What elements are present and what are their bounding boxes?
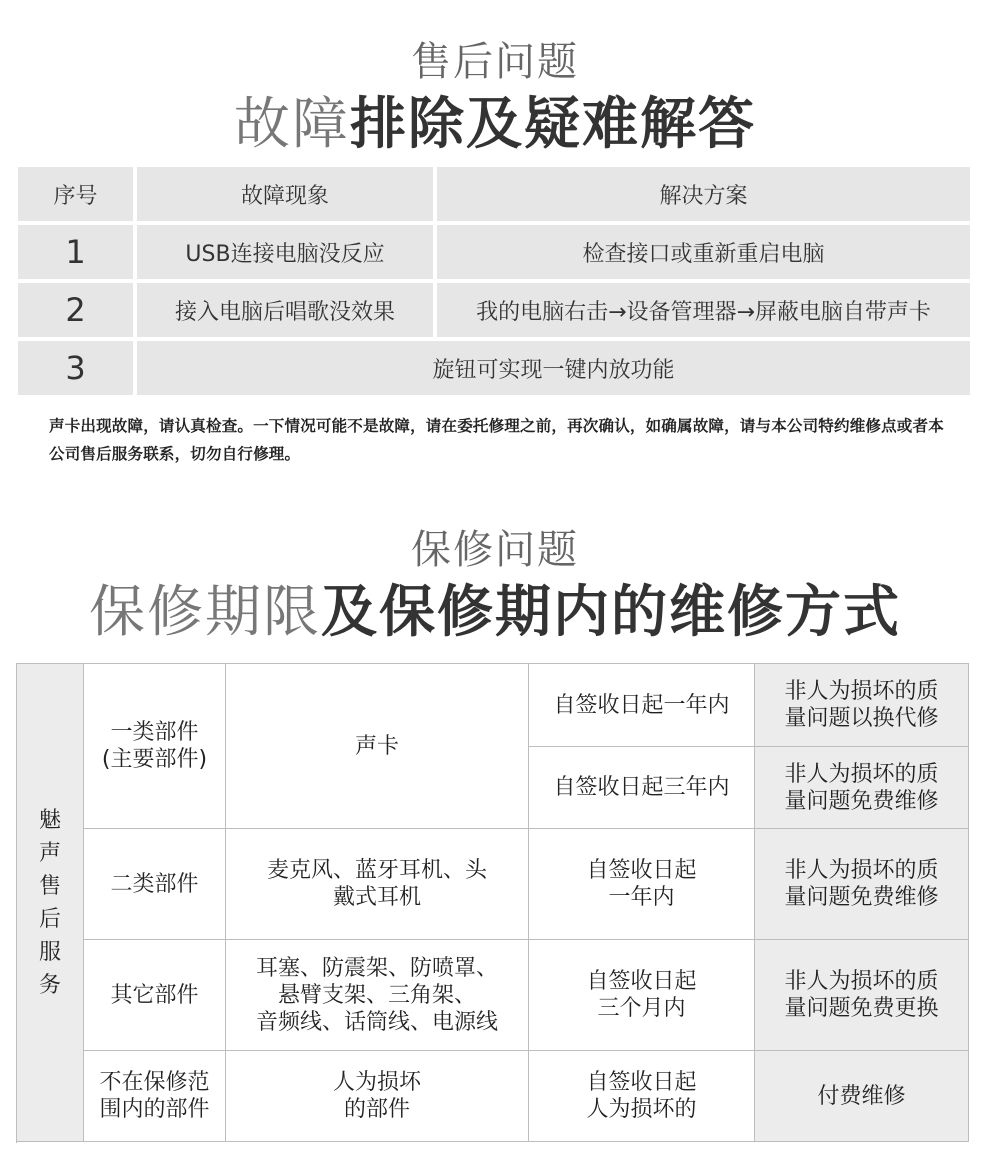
class1-method-a: 非人为损坏的质 量问题以换代修 [755, 664, 969, 747]
warranty-side-label: 魅 声 售 后 服 务 [17, 664, 84, 1142]
other-category: 其它部件 [84, 940, 226, 1051]
not-covered-method: 付费维修 [755, 1051, 969, 1142]
class2-category: 二类部件 [84, 829, 226, 940]
class2-method: 非人为损坏的质 量问题免费维修 [755, 829, 969, 940]
table-row [17, 829, 969, 940]
other-period: 自签收日起 三个月内 [529, 940, 755, 1051]
table-row [18, 225, 970, 279]
table-row [18, 341, 970, 395]
class1-method-b: 非人为损坏的质 量问题免费维修 [755, 747, 969, 829]
class1-period-a: 自签收日起一年内 [529, 664, 755, 747]
row-number: 2 [18, 283, 133, 337]
warranty-table [16, 663, 969, 1142]
fault-note: 声卡出现故障，请认真检查。一下情况可能不是故障，请在委托修理之前，再次确认，如确属故障，请与本公司特约维修点或者本公司售后服务联系，切勿自行修理。 [49, 417, 944, 463]
section1-subtitle: 售后问题 [411, 39, 579, 85]
row-symptom: USB连接电脑没反应 [137, 225, 433, 279]
row-symptom: 接入电脑后唱歌没效果 [137, 283, 433, 337]
section2-title-light: 保修期限 [89, 580, 321, 645]
section1-title [0, 80, 990, 160]
row-solution: 检查接口或重新重启电脑 [437, 225, 970, 279]
not-covered-part: 人为损坏 的部件 [226, 1051, 529, 1142]
class2-part: 麦克风、蓝牙耳机、头 戴式耳机 [226, 829, 529, 940]
section2-subtitle: 保修问题 [411, 527, 579, 573]
section1-title-light: 故障 [234, 92, 350, 157]
row-solution: 旋钮可实现一键内放功能 [137, 341, 970, 395]
class1-period-b: 自签收日起三年内 [529, 747, 755, 829]
section2-title-bold: 及保修期内的维修方式 [321, 580, 901, 645]
other-part: 耳塞、防震架、防喷罩、 悬臂支架、三角架、 音频线、话筒线、电源线 [226, 940, 529, 1051]
row-number: 1 [18, 225, 133, 279]
header-solution: 解决方案 [437, 167, 970, 221]
section1-title-bold: 排除及疑难解答 [350, 92, 756, 157]
section2-title [0, 568, 990, 648]
class2-period: 自签收日起 一年内 [529, 829, 755, 940]
header-no: 序号 [18, 167, 133, 221]
not-covered-category: 不在保修范 围内的部件 [84, 1051, 226, 1142]
table-header-row [18, 167, 970, 221]
table-row [17, 664, 969, 747]
table-row [17, 940, 969, 1051]
row-number: 3 [18, 341, 133, 395]
not-covered-period: 自签收日起 人为损坏的 [529, 1051, 755, 1142]
table-row [18, 283, 970, 337]
table-row [17, 1051, 969, 1142]
other-method: 非人为损坏的质 量问题免费更换 [755, 940, 969, 1051]
class1-part: 声卡 [226, 664, 529, 829]
troubleshooting-table [14, 163, 974, 399]
class1-category: 一类部件 (主要部件) [84, 664, 226, 829]
row-solution: 我的电脑右击→设备管理器→屏蔽电脑自带声卡 [437, 283, 970, 337]
header-symptom: 故障现象 [137, 167, 433, 221]
